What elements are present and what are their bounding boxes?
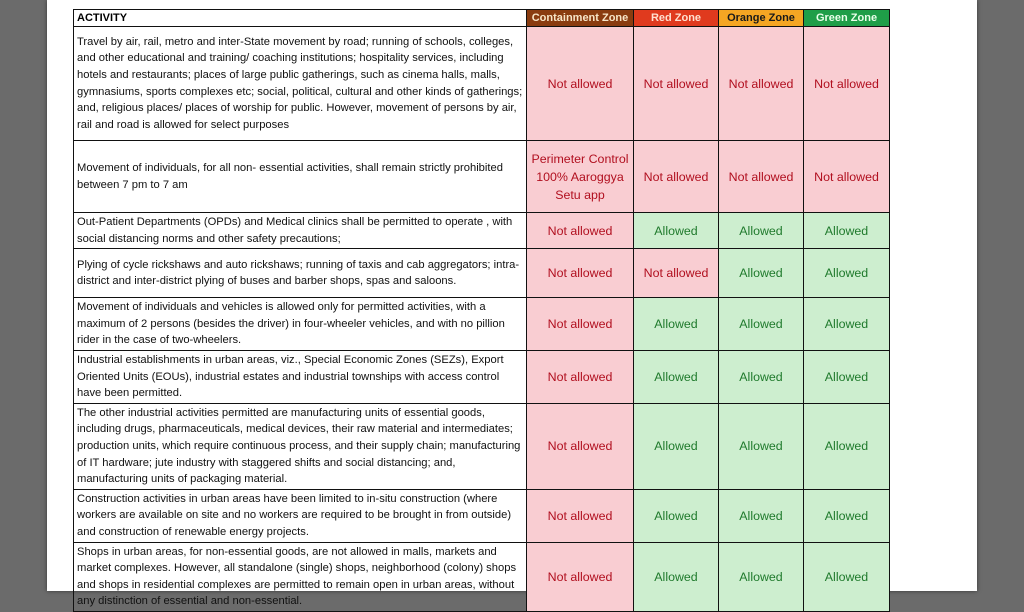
red-zone-status-cell: Not allowed <box>634 27 719 141</box>
activity-cell: Movement of individuals and vehicles is allowed only for permitted activities, with a maximum of 2 persons (besides the driver) in four-wheeler vehicles, and with no pillion rider in the case of two-wheelers. <box>74 298 527 351</box>
containment-zone-status-cell: Not allowed <box>527 489 634 542</box>
table-row <box>74 213 890 249</box>
green-zone-status-cell: Allowed <box>804 403 890 489</box>
activity-cell: Plying of cycle rickshaws and auto rickshaws; running of taxis and cab aggregators; intra-district and inter-district plying of buses and barber shops, spas and saloons. <box>74 249 527 298</box>
containment-zone-status-cell: Not allowed <box>527 27 634 141</box>
activity-cell: Out-Patient Departments (OPDs) and Medical clinics shall be permitted to operate , with social distancing norms and other safety precautions; <box>74 213 527 249</box>
containment-zone-status-cell: Not allowed <box>527 542 634 611</box>
containment-zone-status-cell: Not allowed <box>527 298 634 351</box>
activity-cell: Shops in urban areas, for non-essential goods, are not allowed in malls, markets and market complexes. However, all standalone (single) shops, neighborhood (colony) shops and shops in residential complexes are permitted to remain open in urban areas, without any distinction of essential and non-essential. <box>74 542 527 611</box>
table-row <box>74 27 890 141</box>
activity-cell: The other industrial activities permitted are manufacturing units of essential goods, including drugs, pharmaceuticals, medical devices, their raw material and intermediates; production units, which require continuous process, and their supply chain; manufacturing of IT hardware; jute industry with staggered shifts and social distancing; and, manufacturing units of packaging material. <box>74 403 527 489</box>
containment-zone-status-cell: Perimeter Control 100% Aaroggya Setu app <box>527 141 634 213</box>
orange-zone-status-cell: Not allowed <box>719 141 804 213</box>
red-zone-status-cell: Allowed <box>634 213 719 249</box>
green-zone-status-cell: Allowed <box>804 213 890 249</box>
red-zone-status-cell: Allowed <box>634 489 719 542</box>
green-zone-status-cell: Allowed <box>804 249 890 298</box>
containment-zone-status-cell: Not allowed <box>527 213 634 249</box>
table-row <box>74 141 890 213</box>
orange-zone-status-cell: Allowed <box>719 542 804 611</box>
orange-zone-status-cell: Allowed <box>719 213 804 249</box>
orange-zone-status-cell: Allowed <box>719 350 804 403</box>
orange-zone-status-cell: Allowed <box>719 249 804 298</box>
red-zone-status-cell: Allowed <box>634 350 719 403</box>
green-zone-status-cell: Allowed <box>804 489 890 542</box>
header-activity: ACTIVITY <box>74 10 527 27</box>
red-zone-status-cell: Allowed <box>634 403 719 489</box>
activity-cell: Travel by air, rail, metro and inter-State movement by road; running of schools, colleges, and other educational and training/ coaching institutions; hospitality services, including hotels and restaurants; places of large public gatherings, such as cinema halls, malls, gymnasiums, sports complexes etc; social, political, cultural and other kinds of gatherings; and, religious places/ places of worship for public. However, movement of persons by air, rail and road is allowed for select purposes <box>74 27 527 141</box>
green-zone-status-cell: Not allowed <box>804 27 890 141</box>
header-orange-zone: Orange Zone <box>719 10 804 27</box>
orange-zone-status-cell: Not allowed <box>719 27 804 141</box>
green-zone-status-cell: Not allowed <box>804 141 890 213</box>
red-zone-status-cell: Allowed <box>634 542 719 611</box>
table-row <box>74 298 890 351</box>
table-row <box>74 489 890 542</box>
orange-zone-status-cell: Allowed <box>719 489 804 542</box>
document-page <box>47 0 977 608</box>
activity-cell: Industrial establishments in urban areas, viz., Special Economic Zones (SEZs), Export Oriented Units (EOUs), industrial estates and industrial townships with access control have been permitted. <box>74 350 527 403</box>
green-zone-status-cell: Allowed <box>804 350 890 403</box>
table-row <box>74 403 890 489</box>
orange-zone-status-cell: Allowed <box>719 298 804 351</box>
green-zone-status-cell: Allowed <box>804 298 890 351</box>
table-row <box>74 249 890 298</box>
activity-cell: Movement of individuals, for all non- essential activities, shall remain strictly prohibited between 7 pm to 7 am <box>74 141 527 213</box>
red-zone-status-cell: Allowed <box>634 298 719 351</box>
header-red-zone: Red Zone <box>634 10 719 27</box>
green-zone-status-cell: Allowed <box>804 542 890 611</box>
containment-zone-status-cell: Not allowed <box>527 249 634 298</box>
zone-activity-table <box>73 9 890 612</box>
header-green-zone: Green Zone <box>804 10 890 27</box>
header-row <box>74 10 890 27</box>
activity-cell: Construction activities in urban areas have been limited to in-situ construction (where workers are available on site and no workers are required to be brought in from outside) and construction of renewable energy projects. <box>74 489 527 542</box>
red-zone-status-cell: Not allowed <box>634 249 719 298</box>
table-row <box>74 350 890 403</box>
header-containment-zone: Containment Zone <box>527 10 634 27</box>
orange-zone-status-cell: Allowed <box>719 403 804 489</box>
table-row <box>74 542 890 611</box>
containment-zone-status-cell: Not allowed <box>527 403 634 489</box>
containment-zone-status-cell: Not allowed <box>527 350 634 403</box>
red-zone-status-cell: Not allowed <box>634 141 719 213</box>
